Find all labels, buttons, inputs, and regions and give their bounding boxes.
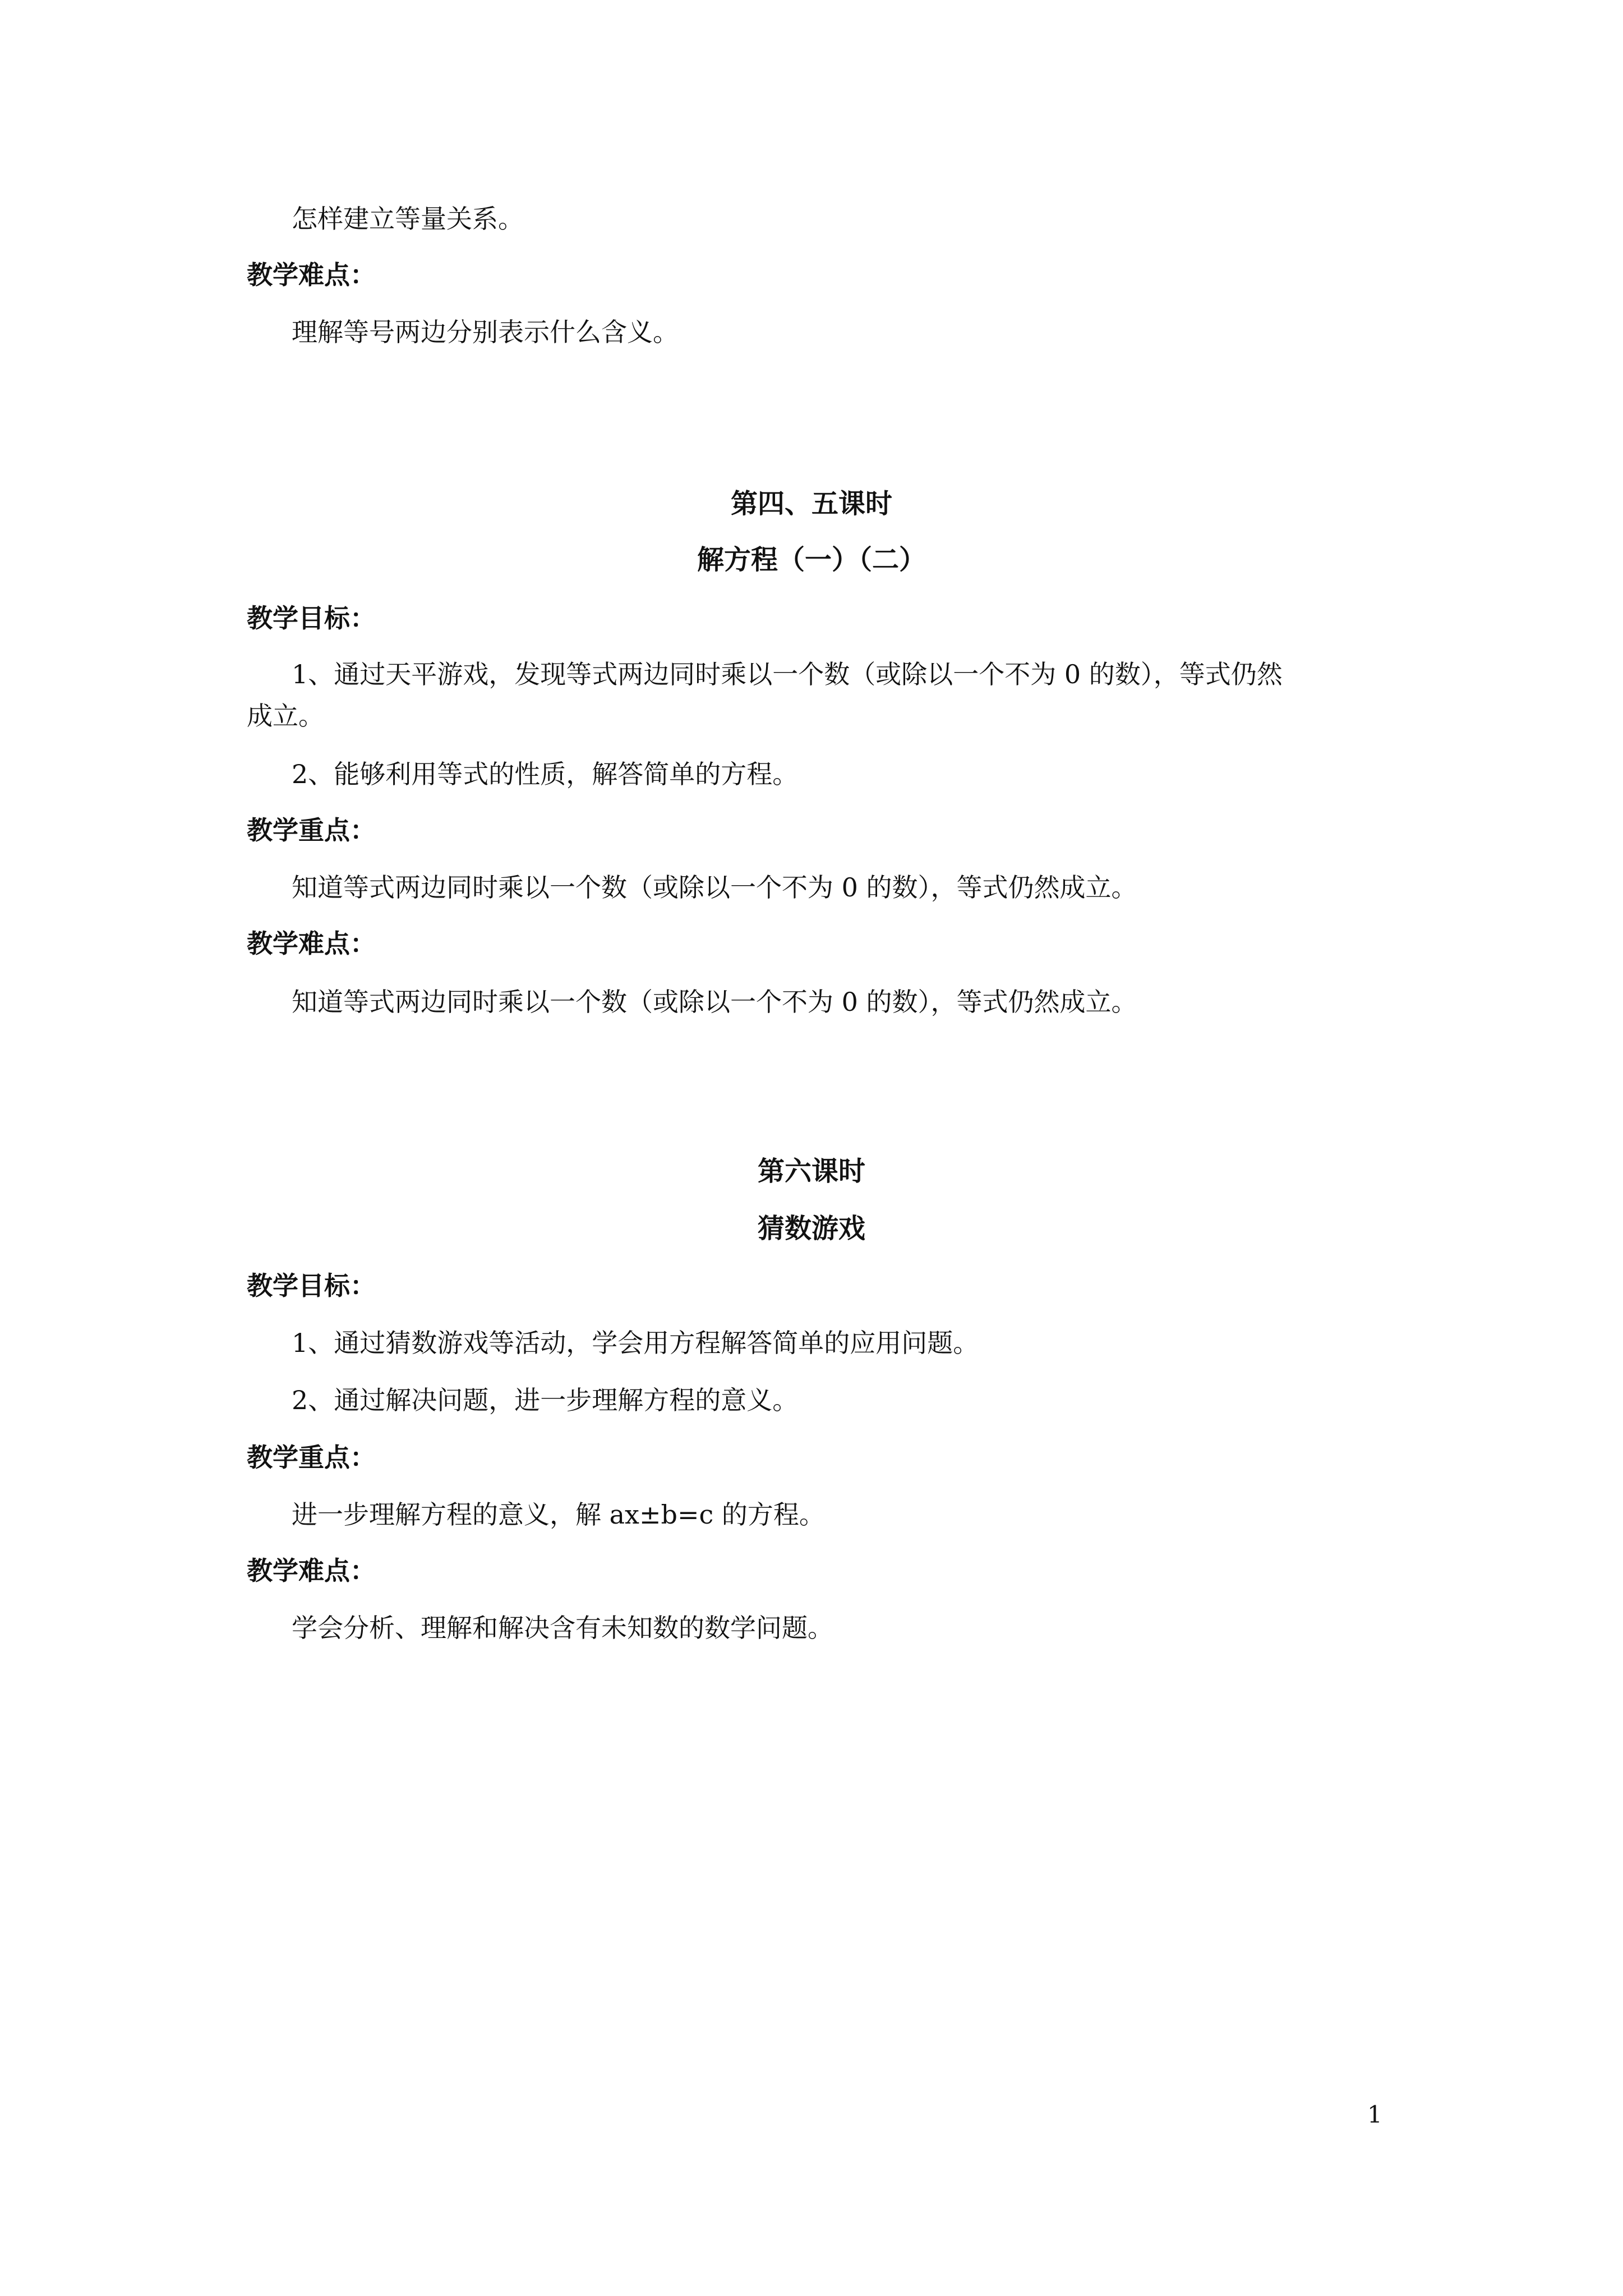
objective-1-line-2: 成立。	[247, 701, 324, 731]
objective-2: 2、通过解决问题，进一步理解方程的意义。	[292, 1385, 799, 1415]
key-label: 教学重点：	[247, 815, 376, 845]
difficulty-text: 理解等号两边分别表示什么含义。	[292, 317, 679, 347]
lesson-6-subheading: 猜数游戏	[757, 1213, 865, 1244]
difficulty-label: 教学难点：	[247, 1556, 376, 1586]
lesson-6-heading: 第六课时	[757, 1156, 865, 1187]
difficulty-text: 学会分析、理解和解决含有未知数的数学问题。	[292, 1613, 833, 1643]
objective-1: 1、通过猜数游戏等活动，学会用方程解答简单的应用问题。	[292, 1328, 979, 1358]
key-text: 知道等式两边同时乘以一个数（或除以一个不为 0 的数），等式仍然成立。	[292, 872, 1137, 903]
key-text: 进一步理解方程的意义，解 ax±b=c 的方程。	[292, 1499, 825, 1530]
page-number: 1	[1367, 2101, 1382, 2128]
difficulty-text: 知道等式两边同时乘以一个数（或除以一个不为 0 的数），等式仍然成立。	[292, 987, 1137, 1017]
key-label: 教学重点：	[247, 1442, 376, 1473]
objectives-label: 教学目标：	[247, 603, 376, 633]
difficulty-label: 教学难点：	[247, 928, 376, 959]
lesson-4-5-subheading: 解方程（一）（二）	[697, 544, 926, 576]
objectives-label: 教学目标：	[247, 1271, 376, 1301]
key-point-text: 怎样建立等量关系。	[292, 204, 524, 234]
lesson-4-5-heading: 第四、五课时	[730, 488, 892, 519]
objective-2: 2、能够利用等式的性质，解答简单的方程。	[292, 759, 799, 789]
difficulty-label: 教学难点：	[247, 260, 376, 290]
objective-1-line-1: 1、通过天平游戏，发现等式两边同时乘以一个数（或除以一个不为 0 的数），等式仍然	[292, 659, 1283, 689]
